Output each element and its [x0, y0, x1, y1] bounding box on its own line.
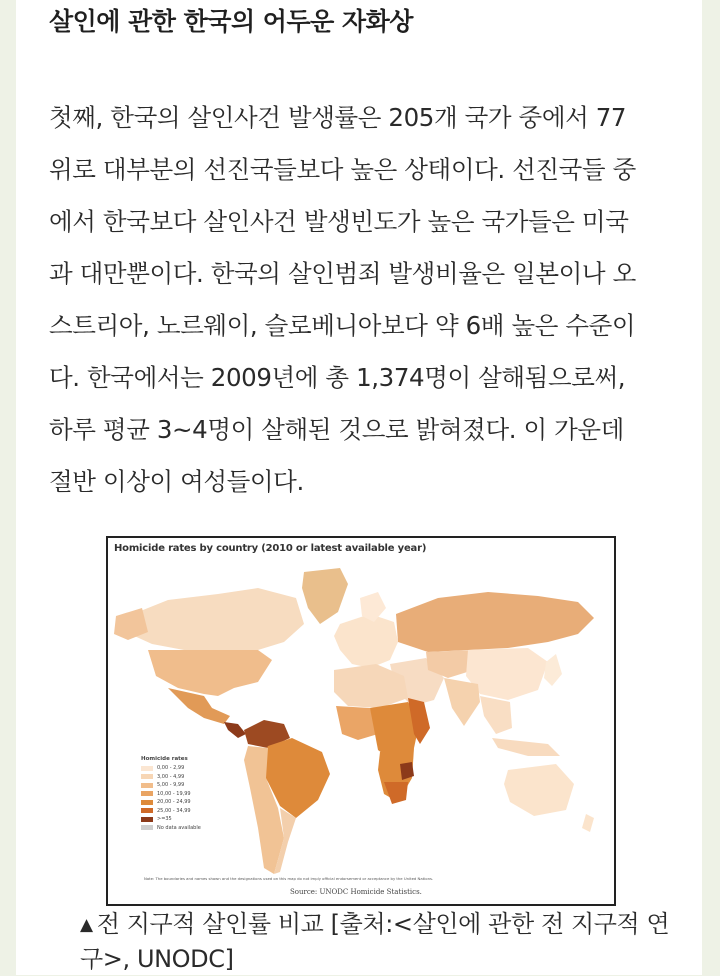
map-region-usa — [148, 650, 272, 696]
legend-swatch — [141, 800, 153, 805]
legend-item — [141, 807, 201, 816]
legend-label: 3,00 - 4,99 — [157, 773, 185, 780]
legend-label: 0,00 - 2,99 — [157, 765, 185, 772]
legend-label: No data available — [157, 824, 201, 831]
paragraph-line: 스트리아, 노르웨이, 슬로베니아보다 약 6배 높은 수준이 — [49, 311, 636, 340]
legend-swatch — [141, 766, 153, 771]
figure-source: Source: UNODC Homicide Statistics. — [290, 888, 422, 896]
map-region-canada — [128, 588, 304, 654]
paragraph-line: 절반 이상이 여성들이다. — [49, 467, 304, 496]
legend-item — [141, 781, 201, 790]
map-region-india — [444, 678, 480, 726]
map-region-russia — [396, 592, 594, 652]
figure-note: Note: The boundaries and names shown and the designations used on this map do not imply official endorsement or acceptance by the United Nations. — [144, 876, 434, 881]
legend-title: Homicide rates — [141, 756, 188, 762]
legend-label: 20,00 - 24,99 — [157, 799, 191, 806]
article-heading: 살인에 관한 한국의 어두운 자화상 — [49, 7, 413, 36]
legend-label: 25,00 - 34,99 — [157, 807, 191, 814]
map-region-indonesia — [492, 738, 560, 756]
homicide-map-figure — [106, 536, 616, 906]
caption-text: 전 지구적 살인률 비교 [출처:<살인에 관한 전 지구적 연구>, UNODC] — [80, 910, 670, 973]
map-region-new-zealand — [582, 814, 594, 832]
legend-swatch — [141, 774, 153, 779]
legend-label: >=35 — [157, 816, 172, 823]
legend-swatch — [141, 825, 153, 830]
legend-label: 10,00 - 19,99 — [157, 790, 191, 797]
legend-label: 5,00 - 9,99 — [157, 782, 185, 789]
map-legend — [141, 756, 201, 832]
legend-item — [141, 764, 201, 773]
paragraph-line: 다. 한국에서는 2009년에 총 1,374명이 살해됨으로써, — [49, 363, 626, 392]
paragraph-line: 첫째, 한국의 살인사건 발생률은 205개 국가 중에서 77 — [49, 103, 627, 132]
legend-item — [141, 773, 201, 782]
map-region-southeast-asia — [480, 696, 512, 734]
legend-item — [141, 824, 201, 833]
article-paragraph — [49, 92, 679, 508]
paragraph-line: 과 대만뿐이다. 한국의 살인범죄 발생비율은 일본이나 오 — [49, 259, 636, 288]
figure-caption — [80, 907, 680, 976]
legend-swatch — [141, 808, 153, 813]
triangle-up-icon: ▲ — [80, 915, 93, 935]
world-map — [108, 538, 614, 904]
map-region-europe — [334, 614, 398, 668]
paragraph-line: 하루 평균 3~4명이 살해된 것으로 밝혀졌다. 이 가운데 — [49, 415, 624, 444]
legend-swatch — [141, 791, 153, 796]
legend-item — [141, 798, 201, 807]
legend-item — [141, 815, 201, 824]
article-page — [16, 0, 702, 975]
legend-item — [141, 790, 201, 799]
figure-title: Homicide rates by country (2010 or latest available year) — [114, 543, 427, 554]
map-region-japan-korea — [544, 654, 562, 686]
paragraph-line: 위로 대부분의 선진국들보다 높은 상태이다. 선진국들 중 — [49, 155, 636, 184]
legend-swatch — [141, 783, 153, 788]
map-region-greenland — [302, 568, 348, 624]
paragraph-line: 에서 한국보다 살인사건 발생빈도가 높은 국가들은 미국 — [49, 207, 629, 236]
map-region-australia — [504, 764, 574, 816]
legend-swatch — [141, 817, 153, 822]
map-region-central-america — [224, 722, 246, 738]
